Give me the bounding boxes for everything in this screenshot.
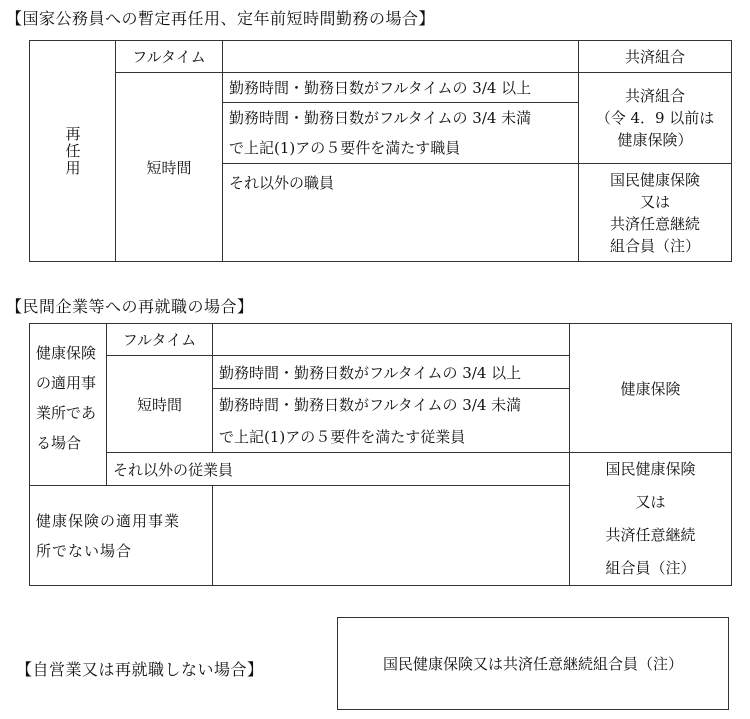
result-other-line: 共済任意継続 xyxy=(609,214,700,233)
fulltime-label: フルタイム xyxy=(116,41,223,73)
result-kenpo: 健康保険 xyxy=(570,324,732,453)
condition-3-4-or-more: 勤務時間・勤務日数がフルタイムの 3/4 以上 xyxy=(213,356,570,389)
condition-other: それ以外の職員 xyxy=(223,164,579,262)
fulltime-result: 共済組合 xyxy=(579,41,732,73)
empty-cell xyxy=(213,324,570,356)
non-applicable-workplace-cell xyxy=(30,486,213,586)
empty-cell xyxy=(223,41,579,73)
condition-less-than-3-4-line1: 勤務時間・勤務日数がフルタイムの 3/4 未満 xyxy=(223,103,579,133)
result-other-line: 組合員（注） xyxy=(605,559,696,577)
result-other-line: 又は xyxy=(635,493,666,511)
applicable-line: の適用事 xyxy=(36,374,97,392)
self-employed-result-box xyxy=(337,617,729,710)
applicable-line: 健康保険 xyxy=(36,344,97,362)
applicable-line: 業所であ xyxy=(36,404,97,422)
self-employed-result: 国民健康保険又は共済任意継続組合員（注） xyxy=(382,655,683,673)
section2-heading: 【民間企業等への再就職の場合】 xyxy=(6,297,254,316)
condition-less-than-3-4-line2: で上記(1)アの５要件を満たす従業員 xyxy=(213,421,570,453)
section3-heading: 【自営業又は再就職しない場合】 xyxy=(16,660,264,679)
reappointment-label: 再任用 xyxy=(63,125,82,177)
result-other-line: 又は xyxy=(639,192,670,211)
result-other-line: 組合員（注） xyxy=(609,236,700,255)
short-time-label: 短時間 xyxy=(116,73,223,262)
condition-less-than-3-4-line2: で上記(1)アの５要件を満たす職員 xyxy=(223,133,579,164)
fulltime-label: フルタイム xyxy=(107,324,213,356)
applicable-line: る場合 xyxy=(36,434,82,452)
section1-table xyxy=(29,40,732,262)
short-time-label: 短時間 xyxy=(107,356,213,453)
result-kyosai xyxy=(579,73,732,164)
result-other xyxy=(570,453,732,586)
condition-other: それ以外の従業員 xyxy=(107,453,570,486)
reappointment-cell xyxy=(30,41,116,262)
result-kyosai-line: （令 4．9 以前は xyxy=(595,109,715,127)
result-other-line: 共済任意継続 xyxy=(605,526,696,544)
result-other-line: 国民健康保険 xyxy=(605,460,696,478)
condition-less-than-3-4-line1: 勤務時間・勤務日数がフルタイムの 3/4 未満 xyxy=(213,389,570,421)
result-other xyxy=(579,164,732,262)
condition-3-4-or-more: 勤務時間・勤務日数がフルタイムの 3/4 以上 xyxy=(223,73,579,103)
result-other-line: 国民健康保険 xyxy=(609,170,700,189)
applicable-workplace-cell xyxy=(30,324,107,486)
result-kyosai-line: 健康保険） xyxy=(617,131,693,149)
empty-cell xyxy=(213,486,570,586)
non-applicable-line: 健康保険の適用事業 xyxy=(36,511,181,530)
section2-table xyxy=(29,323,732,586)
non-applicable-line: 所でない場合 xyxy=(36,541,133,560)
result-kyosai-line: 共済組合 xyxy=(624,87,685,105)
section1-heading: 【国家公務員への暫定再任用、定年前短時間勤務の場合】 xyxy=(6,9,436,28)
